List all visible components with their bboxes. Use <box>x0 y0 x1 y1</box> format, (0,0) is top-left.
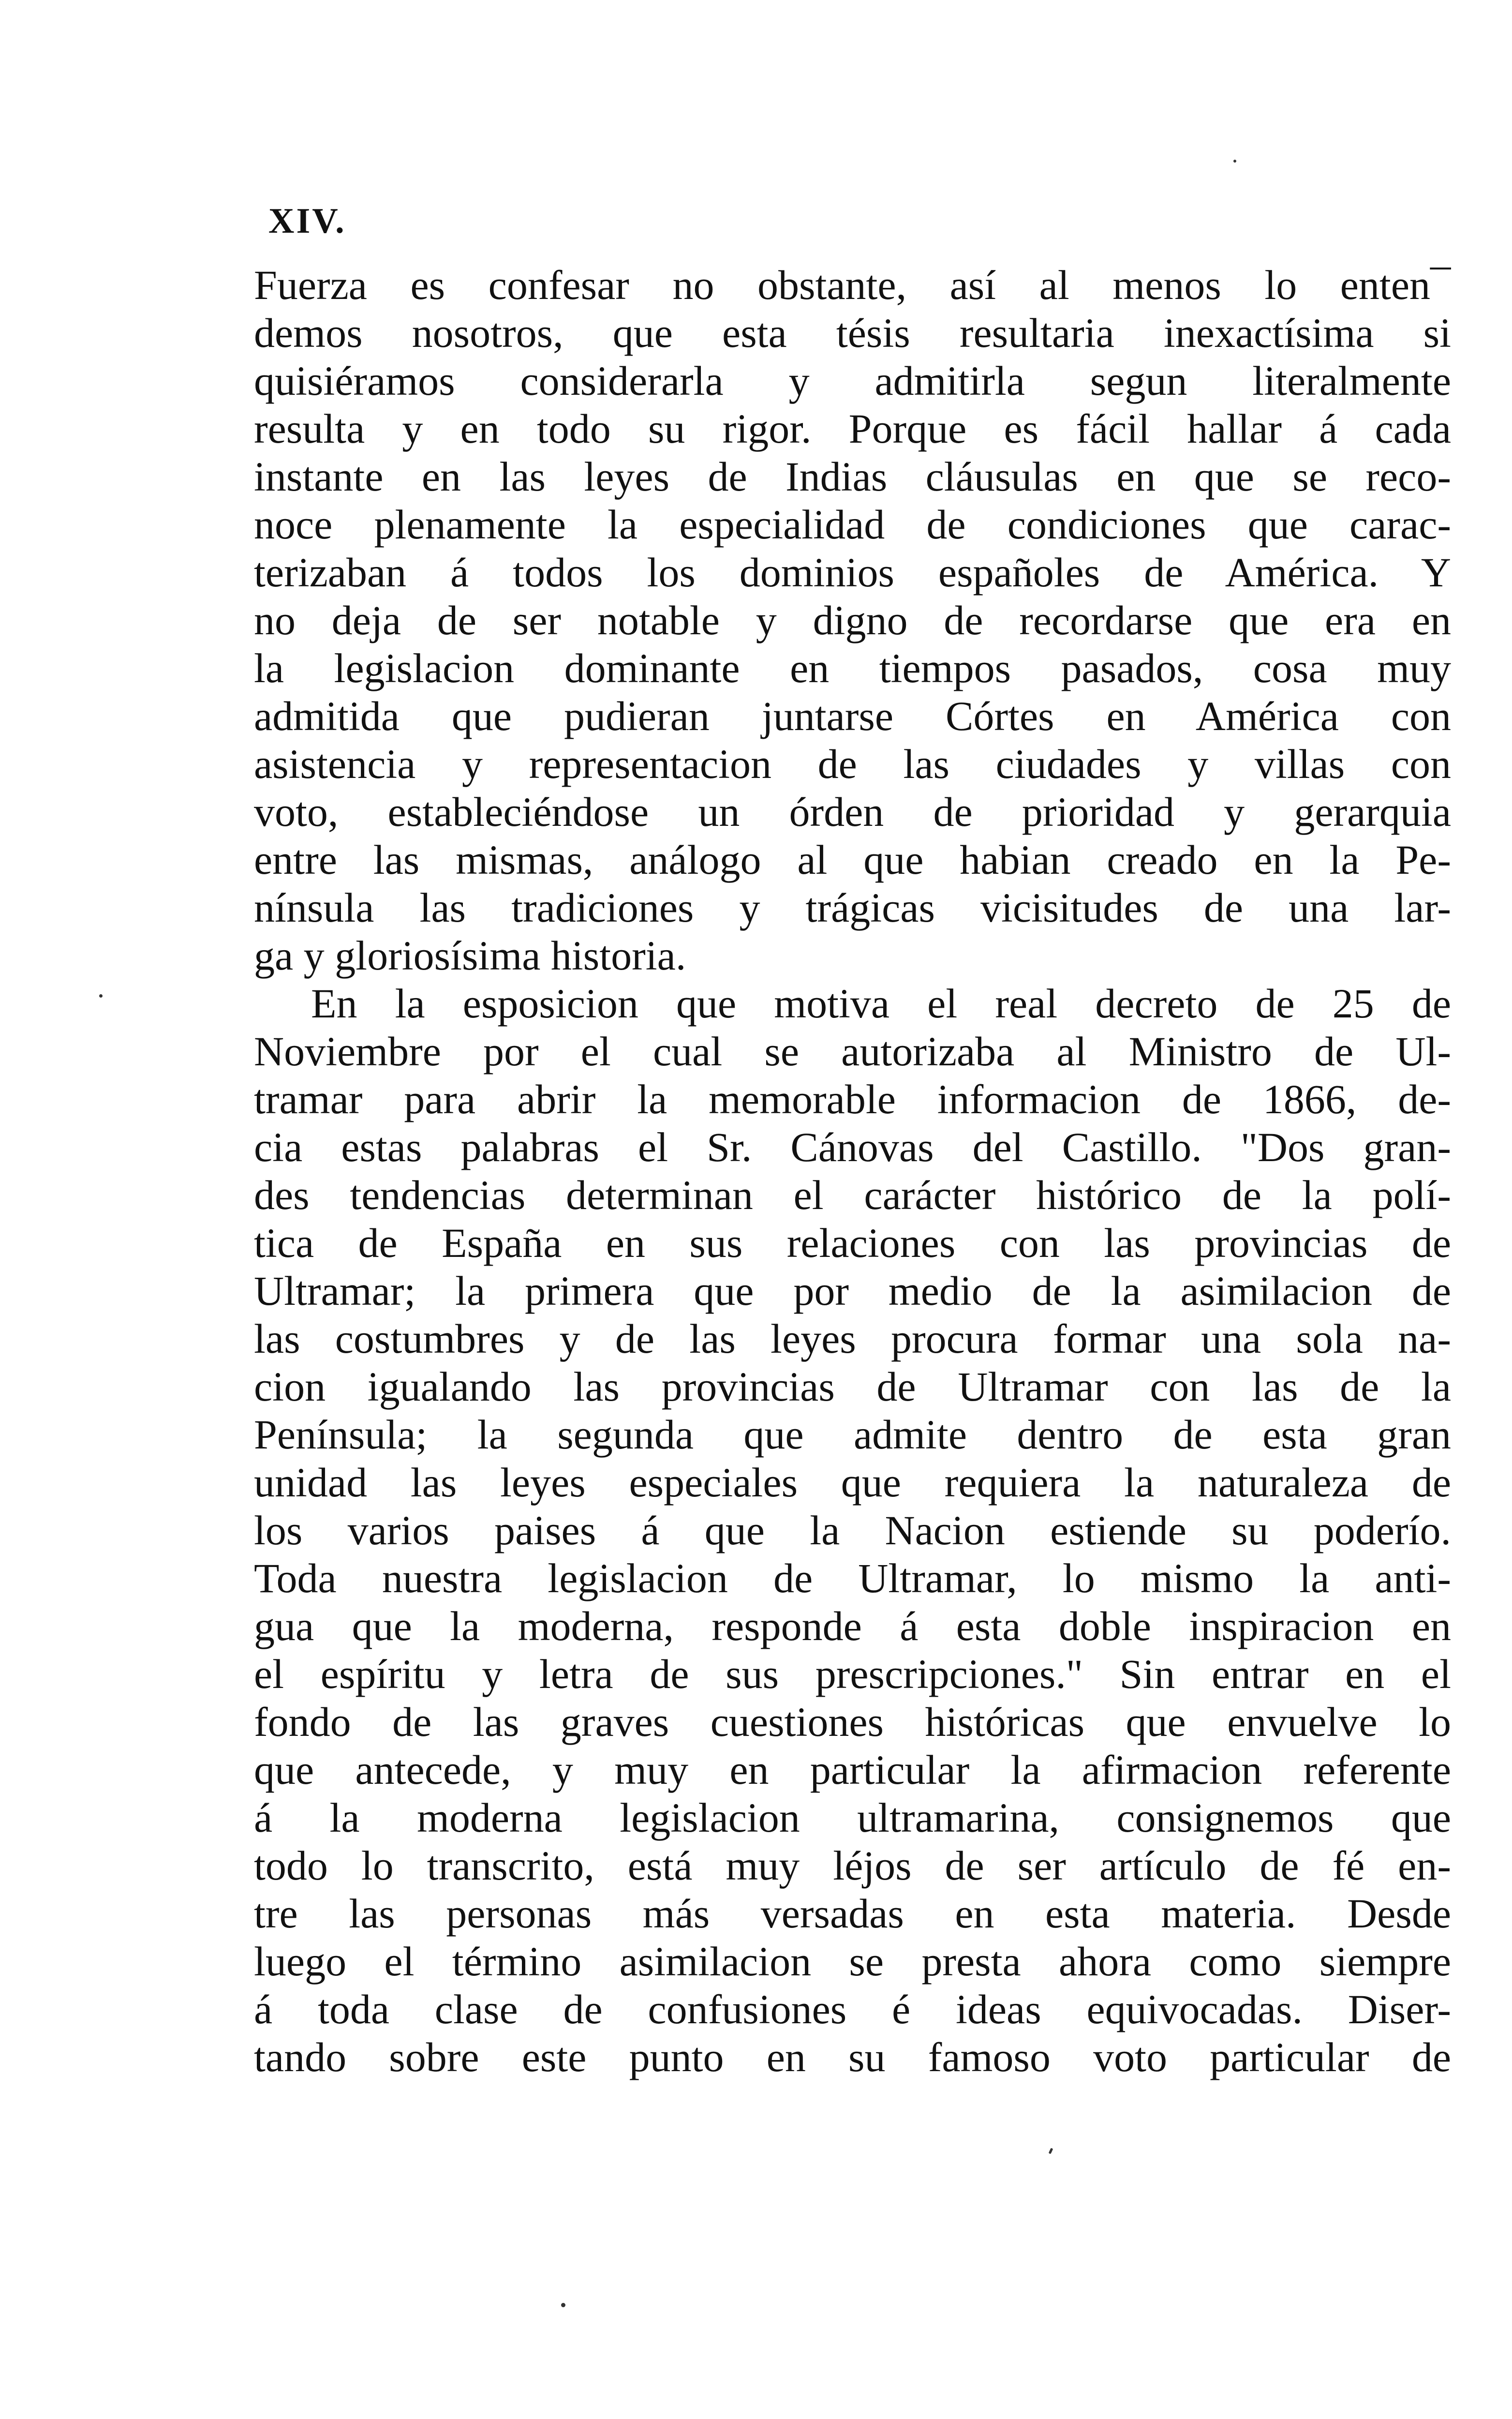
text-line: no deja de ser notable y digno de recordarse que era en <box>254 597 1451 643</box>
text-line: cia estas palabras el Sr. Cánovas del Castillo. "Dos gran- <box>254 1124 1451 1170</box>
text-line: tica de España en sus relaciones con las provincias de <box>254 1220 1451 1266</box>
text-line: Ultramar; la primera que por medio de la asimilacion de <box>254 1268 1451 1314</box>
scan-speck <box>1049 2148 1053 2154</box>
text-line: unidad las leyes especiales que requiera la naturaleza de <box>254 1459 1451 1506</box>
text-line: entre las mismas, análogo al que habian creado en la Pe- <box>254 836 1451 883</box>
text-line: En la esposicion que motiva el real decreto de 25 de <box>311 980 1451 1027</box>
text-line: tramar para abrir la memorable informacion de 1866, de- <box>254 1076 1451 1122</box>
body-text <box>254 261 1451 2081</box>
text-line: Fuerza es confesar no obstante, así al menos lo enten¯ <box>254 262 1451 308</box>
text-line: Noviembre por el cual se autorizaba al Ministro de Ul- <box>254 1028 1451 1075</box>
text-line: á la moderna legislacion ultramarina, consignemos que <box>254 1794 1451 1841</box>
text-line: asistencia y representacion de las ciudades y villas con <box>254 741 1451 787</box>
text-line: que antecede, y muy en particular la afirmacion referente <box>254 1747 1451 1793</box>
text-line: las costumbres y de las leyes procura formar una sola na- <box>254 1315 1451 1362</box>
text-line: todo lo transcrito, está muy léjos de ser artículo de fé en- <box>254 1842 1451 1889</box>
text-line: luego el término asimilacion se presta ahora como siempre <box>254 1938 1451 1985</box>
text-line: cion igualando las provincias de Ultramar con las de la <box>254 1363 1451 1410</box>
text-line: Península; la segunda que admite dentro de esta gran <box>254 1411 1451 1458</box>
text-line: resulta y en todo su rigor. Porque es fácil hallar á cada <box>254 405 1451 452</box>
text-line: á toda clase de confusiones é ideas equivocadas. Diser- <box>254 1986 1451 2032</box>
text-line: tando sobre este punto en su famoso voto particular de <box>254 2034 1451 2080</box>
page-number: XIV. <box>268 201 346 241</box>
scan-speck <box>561 2303 565 2307</box>
text-line: fondo de las graves cuestiones históricas que envuelve lo <box>254 1699 1451 1745</box>
text-line: el espíritu y letra de sus prescripciones." Sin entrar en el <box>254 1651 1451 1697</box>
text-line: noce plenamente la especialidad de condiciones que carac- <box>254 501 1451 548</box>
text-line: instante en las leyes de Indias cláusulas en que se reco- <box>254 453 1451 500</box>
text-line: des tendencias determinan el carácter histórico de la polí- <box>254 1172 1451 1218</box>
scan-speck <box>99 994 103 998</box>
text-line: voto, estableciéndose un órden de prioridad y gerarquia <box>254 789 1451 835</box>
text-line: los varios paises á que la Nacion estiende su poderío. <box>254 1507 1451 1553</box>
scan-speck <box>1233 160 1236 163</box>
text-line: la legislacion dominante en tiempos pasados, cosa muy <box>254 645 1451 691</box>
text-line: Toda nuestra legislacion de Ultramar, lo mismo la anti- <box>254 1555 1451 1601</box>
text-line: nínsula las tradiciones y trágicas vicisitudes de una lar- <box>254 884 1451 931</box>
text-line: tre las personas más versadas en esta materia. Desde <box>254 1890 1451 1937</box>
text-line: ga y gloriosísima historia. <box>254 932 686 979</box>
text-line: terizaban á todos los dominios españoles de América. Y <box>254 549 1451 596</box>
text-line: admitida que pudieran juntarse Córtes en América con <box>254 693 1451 739</box>
text-line: quisiéramos considerarla y admitirla segun literalmente <box>254 358 1451 404</box>
text-line: demos nosotros, que esta tésis resultaria inexactísima si <box>254 310 1451 356</box>
text-line: gua que la moderna, responde á esta doble inspiracion en <box>254 1603 1451 1649</box>
